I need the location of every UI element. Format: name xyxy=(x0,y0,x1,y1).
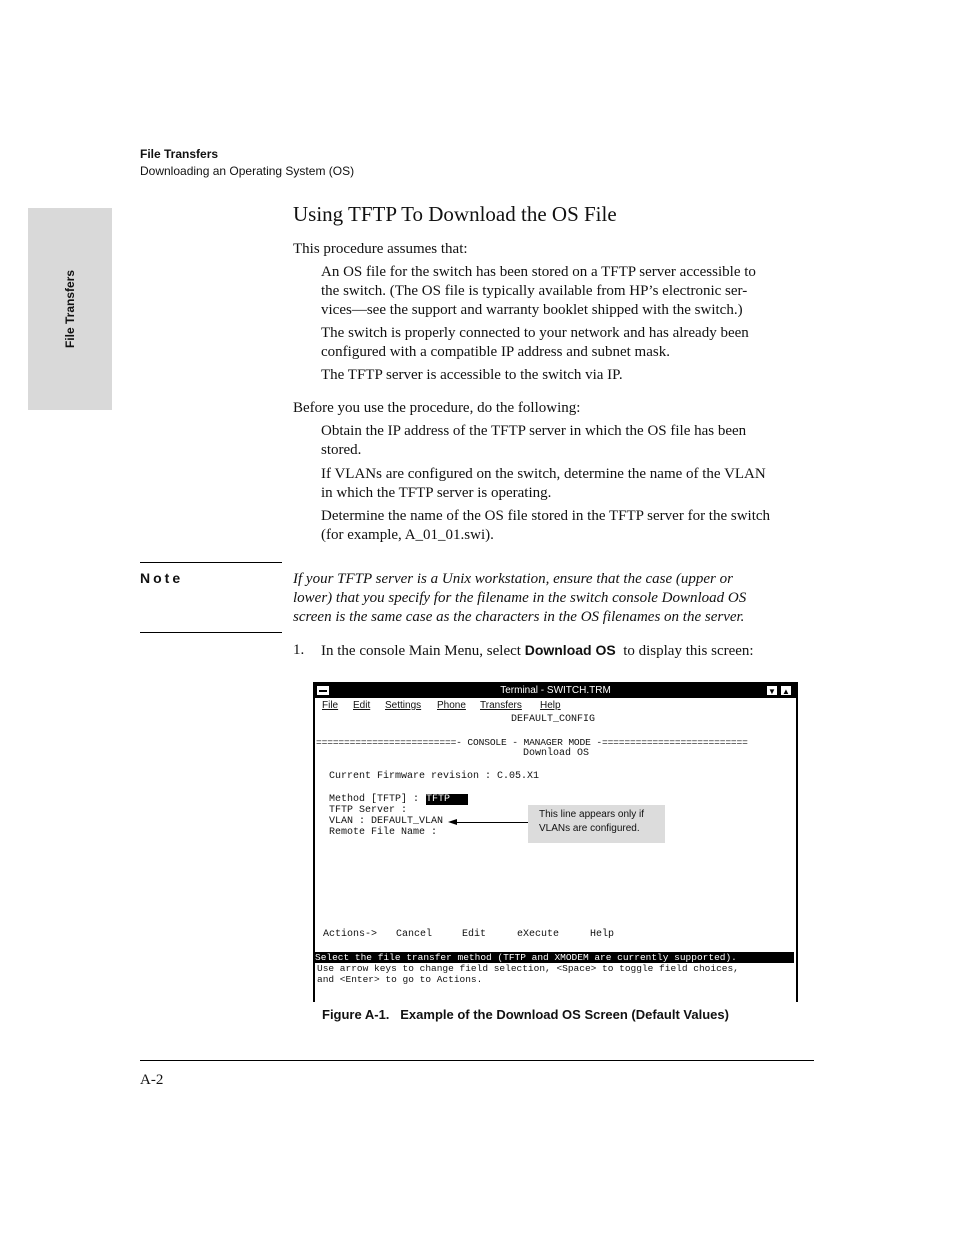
vlan-callout: This line appears only if VLANs are configured. xyxy=(528,805,665,843)
figure-caption: Figure A-1. Example of the Download OS Screen (Default Values) xyxy=(322,1007,729,1022)
menu-phone[interactable]: Phone xyxy=(437,700,466,711)
footer-rule xyxy=(140,1060,814,1061)
menu-edit[interactable]: Edit xyxy=(353,700,371,711)
action-execute[interactable]: eXecute xyxy=(517,929,560,940)
intro-before: Before you use the procedure, do the following: xyxy=(293,400,581,416)
method-label: Method [TFTP] : xyxy=(329,794,420,805)
menu-file[interactable]: File xyxy=(322,700,339,711)
action-edit[interactable]: Edit xyxy=(462,929,487,940)
terminal-window xyxy=(313,682,798,1002)
method-field[interactable]: TFTP xyxy=(426,794,468,805)
actions-label: Actions-> xyxy=(323,929,378,940)
action-help[interactable]: Help xyxy=(590,929,615,940)
assumption-item-3: The TFTP server is accessible to the switch via IP. xyxy=(321,367,623,383)
note-bottom-rule xyxy=(140,632,282,633)
section-title: Using TFTP To Download the OS File xyxy=(293,202,617,226)
menu-settings[interactable]: Settings xyxy=(385,700,422,711)
note-label: Note xyxy=(140,570,184,586)
note-top-rule xyxy=(140,562,282,563)
prereq-item-2: If VLANs are configured on the switch, determine the name of the VLAN in which the TFTP server is operating. xyxy=(321,466,766,501)
chapter-side-tab xyxy=(28,208,112,410)
config-name: DEFAULT_CONFIG xyxy=(511,714,596,725)
screen-title: Download OS xyxy=(523,748,590,759)
terminal-title: Terminal - SWITCH.TRM xyxy=(500,685,611,696)
intro-assumes: This procedure assumes that: xyxy=(293,241,468,257)
note-text: If your TFTP server is a Unix workstation, ensure that the case (upper or lower) that you specify for the filename in the switch console Download OS screen is the same case as the characters in the OS filenames on the server. xyxy=(293,571,747,625)
side-tab-label: File Transfers xyxy=(63,269,77,349)
tftp-server-field[interactable]: TFTP Server : xyxy=(329,805,408,816)
terminal-title-bar xyxy=(315,684,796,698)
menu-item-reference: Download OS xyxy=(524,642,616,658)
step-text: In the console Main Menu, select Download OS to display this screen: xyxy=(321,642,754,659)
maximize-icon[interactable]: ▲ xyxy=(780,685,792,696)
page-number: A-2 xyxy=(140,1072,164,1088)
action-cancel[interactable]: Cancel xyxy=(396,929,433,940)
assumption-item-1: An OS file for the switch has been stored on a TFTP server accessible to the switch. (The OS file is typically available from HP’s electronic ser- vices—see the support and warranty booklet shipped with the switch.) xyxy=(321,264,756,318)
hint-line-1: Use arrow keys to change field selection, <Space> to toggle field choices, xyxy=(317,963,739,974)
step-number: 1. xyxy=(293,642,305,658)
mode-line: =========================- CONSOLE - MANAGER MODE -========================== xyxy=(316,737,748,748)
hint-line-2: and <Enter> to go to Actions. xyxy=(317,974,483,985)
prereq-item-1: Obtain the IP address of the TFTP server in which the OS file has been stored. xyxy=(321,423,747,458)
menu-help[interactable]: Help xyxy=(540,700,561,711)
assumption-item-2: The switch is properly connected to your network and has already been configured with a compatible IP address and subnet mask. xyxy=(321,325,749,360)
status-line: Select the file transfer method (TFTP and XMODEM are currently supported). xyxy=(315,952,794,963)
firmware-line: Current Firmware revision : C.05.X1 xyxy=(329,771,540,782)
callout-arrow-line xyxy=(455,822,528,823)
vlan-field[interactable]: VLAN : DEFAULT_VLAN xyxy=(329,816,444,827)
menu-transfers[interactable]: Transfers xyxy=(480,700,522,711)
terminal-menubar xyxy=(315,699,796,713)
prereq-item-3: Determine the name of the OS file stored in the TFTP server for the switch (for example, A_01_01.swi). xyxy=(321,508,771,543)
minimize-icon[interactable]: ▼ xyxy=(766,685,778,696)
running-header-chapter: File Transfers xyxy=(140,147,219,161)
remote-file-field[interactable]: Remote File Name : xyxy=(329,827,438,838)
running-header-section: Downloading an Operating System (OS) xyxy=(140,164,355,178)
